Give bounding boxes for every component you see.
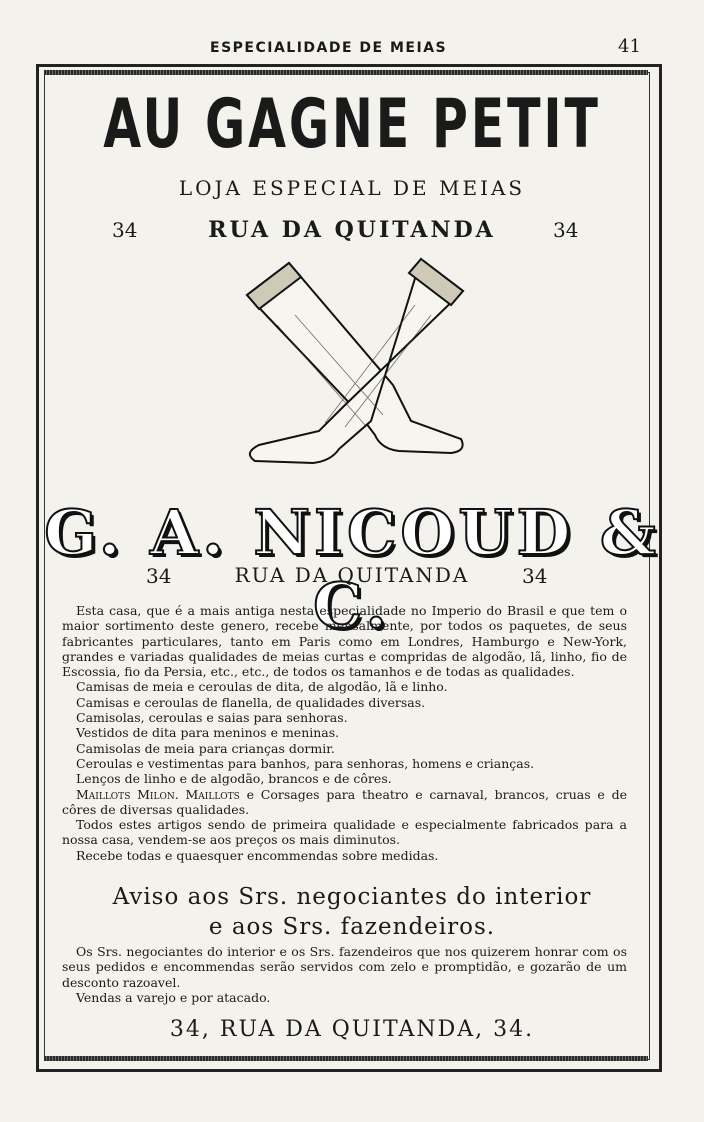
- notice-body: [62, 944, 627, 1005]
- frame-rule-bottom: [44, 1056, 648, 1061]
- product-item: Vestidos de dita para meninos e meninas.: [76, 725, 340, 741]
- product-item: Camisas de meia e ceroulas de dita, de algodão, lã e linho.: [76, 679, 448, 695]
- store-title: AU GAGNE PETIT: [103, 85, 601, 164]
- address-number-right: 34: [553, 218, 579, 242]
- closing-address: 34, RUA DA QUITANDA, 34.: [169, 1017, 535, 1042]
- address-street: RUA DA QUITANDA: [208, 217, 496, 243]
- product-item: Camisas e ceroulas de flanella, de qualidades diversas.: [76, 694, 426, 710]
- address2-street: RUA DA QUITANDA: [234, 563, 470, 587]
- maillots-label-2: Maillots: [185, 786, 240, 802]
- product-item: Camisolas de meia para crianças dormir.: [76, 740, 335, 756]
- product-item: Ceroulas e vestimentas para banhos, para senhoras, homens e crianças.: [76, 755, 535, 771]
- store-subtitle: LOJA ESPECIAL DE MEIAS: [178, 176, 526, 200]
- page-number: 41: [618, 36, 641, 57]
- address2-number-right: 34: [522, 564, 548, 588]
- intro-paragraph: Esta casa, que é a mais antiga nesta especialidade no Imperio do Brasil e que tem o maior sortimento deste genero, recebe mensalmente, por todos os paquetes, de seus fabricantes particulares, tanto em Paris como em Londres, Hamburgo e New-York, grandes e variadas qualidades de meias curtas e compridas de algodão, lã, linho, fio de Escossia, fio da Persia, etc., etc., de todos os tamanhos e de todas as qualidades.: [62, 603, 627, 680]
- orders-line: Recebe todas e quaesquer encommendas sobre medidas.: [76, 847, 439, 863]
- notice-heading-line1: Aviso aos Srs. negociantes do interior: [112, 884, 592, 910]
- product-item: Lenços de linho e de algodão, brancos e de côres.: [76, 771, 392, 787]
- frame-rule-top: [44, 70, 648, 75]
- maillots-item: [62, 787, 627, 818]
- product-item: Camisolas, ceroulas e saias para senhoras.: [76, 710, 348, 726]
- company-name: G. A. NICOUD & C.: [44, 496, 660, 642]
- running-head: ESPECIALIDADE DE MEIAS: [210, 40, 448, 56]
- address2-number-left: 34: [146, 564, 172, 588]
- maillots-label: Maillots Milon.: [76, 786, 179, 802]
- advertisement-body: [62, 603, 627, 863]
- notice-paragraph: Os Srs. negociantes do interior e os Srs. fazendeiros que nos quizerem honrar com os seus pedidos e encommendas serão servidos com zelo e promptidão, e gozarão de um desconto razoavel.: [62, 944, 627, 990]
- sales-line: Vendas a varejo e por atacado.: [76, 989, 271, 1005]
- crossed-stockings-icon: [215, 255, 475, 485]
- maillots-text: e Corsages para theatro e carnaval, brancos, cruas e de côres de diversas qualidades.: [62, 786, 627, 817]
- address-number-left: 34: [112, 218, 138, 242]
- quality-paragraph: Todos estes artigos sendo de primeira qualidade e especialmente fabricados para a nossa casa, vendem-se aos preços os mais diminutos.: [62, 817, 627, 848]
- notice-heading-line2: e aos Srs. fazendeiros.: [208, 914, 496, 940]
